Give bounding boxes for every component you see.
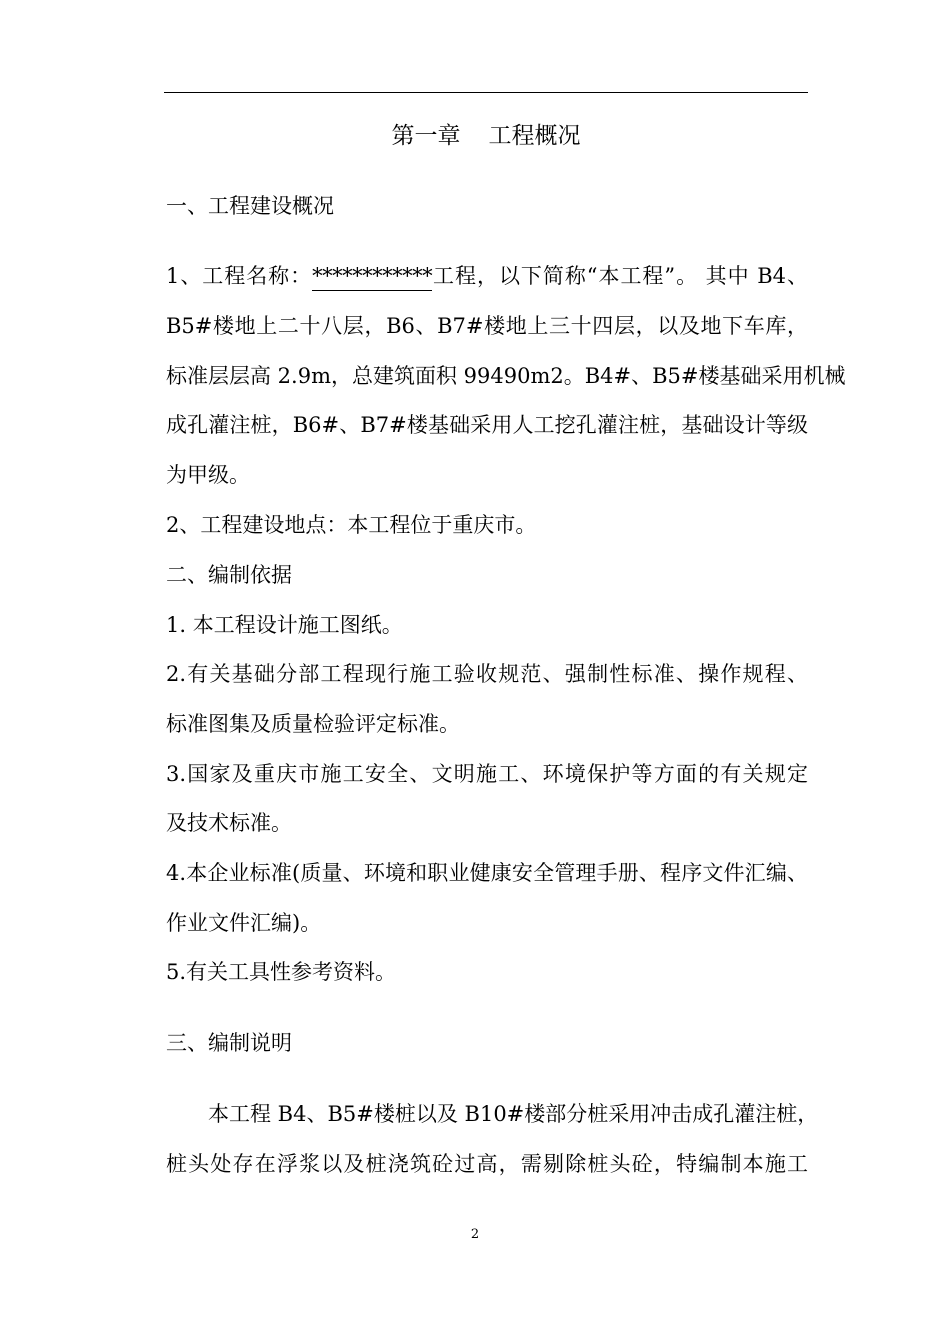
project-name-line (166, 259, 808, 293)
paragraph-line: 成孔灌注桩，B6#、B7#楼基础采用人工挖孔灌注桩，基础设计等级 (166, 413, 808, 437)
project-name-label: 1、工程名称： (166, 264, 313, 288)
paragraph-line: 标准层层高 2.9m，总建筑面积 99490m2。B4#、B5#楼基础采用机械 (166, 364, 846, 388)
project-name-rest: 工程，以下简称“本工程”。 其中 B4、 (432, 264, 808, 288)
chapter-number: 第一章 (391, 123, 461, 149)
section-heading-notes: 三、编制说明 (166, 1031, 292, 1055)
basis-item: 3.国家及重庆市施工安全、文明施工、环境保护等方面的有关规定 (166, 762, 808, 786)
basis-item: 5.有关工具性参考资料。 (166, 960, 397, 984)
page-number: 2 (470, 1227, 480, 1242)
paragraph-line: B5#楼地上二十八层，B6、B7#楼地上三十四层，以及地下车库， (166, 314, 808, 338)
section-heading-basis: 二、编制依据 (166, 563, 292, 587)
basis-item: 4.本企业标准(质量、环境和职业健康安全管理手册、程序文件汇编、 (166, 861, 808, 885)
project-location: 2、工程建设地点：本工程位于重庆市。 (166, 513, 537, 537)
section-heading-overview: 一、工程建设概况 (166, 194, 334, 218)
chapter-name: 工程概况 (488, 123, 581, 149)
basis-item-continued: 作业文件汇编)。 (166, 911, 322, 935)
basis-item-continued: 及技术标准。 (166, 811, 292, 835)
paragraph-line: 为甲级。 (166, 463, 250, 487)
project-name-field: ************ (312, 264, 432, 291)
basis-item-continued: 标准图集及质量检验评定标准。 (166, 712, 460, 736)
header-rule (164, 92, 808, 93)
chapter-title (164, 118, 808, 154)
basis-item: 2.有关基础分部工程现行施工验收规范、强制性标准、操作规程、 (166, 662, 808, 686)
notes-paragraph-line: 本工程 B4、B5#楼桩以及 B10#楼部分桩采用冲击成孔灌注桩， (208, 1102, 819, 1126)
notes-paragraph-line: 桩头处存在浮浆以及桩浇筑砼过高，需剔除桩头砼，特编制本施工 (166, 1152, 808, 1176)
basis-item: 1. 本工程设计施工图纸。 (166, 613, 403, 637)
